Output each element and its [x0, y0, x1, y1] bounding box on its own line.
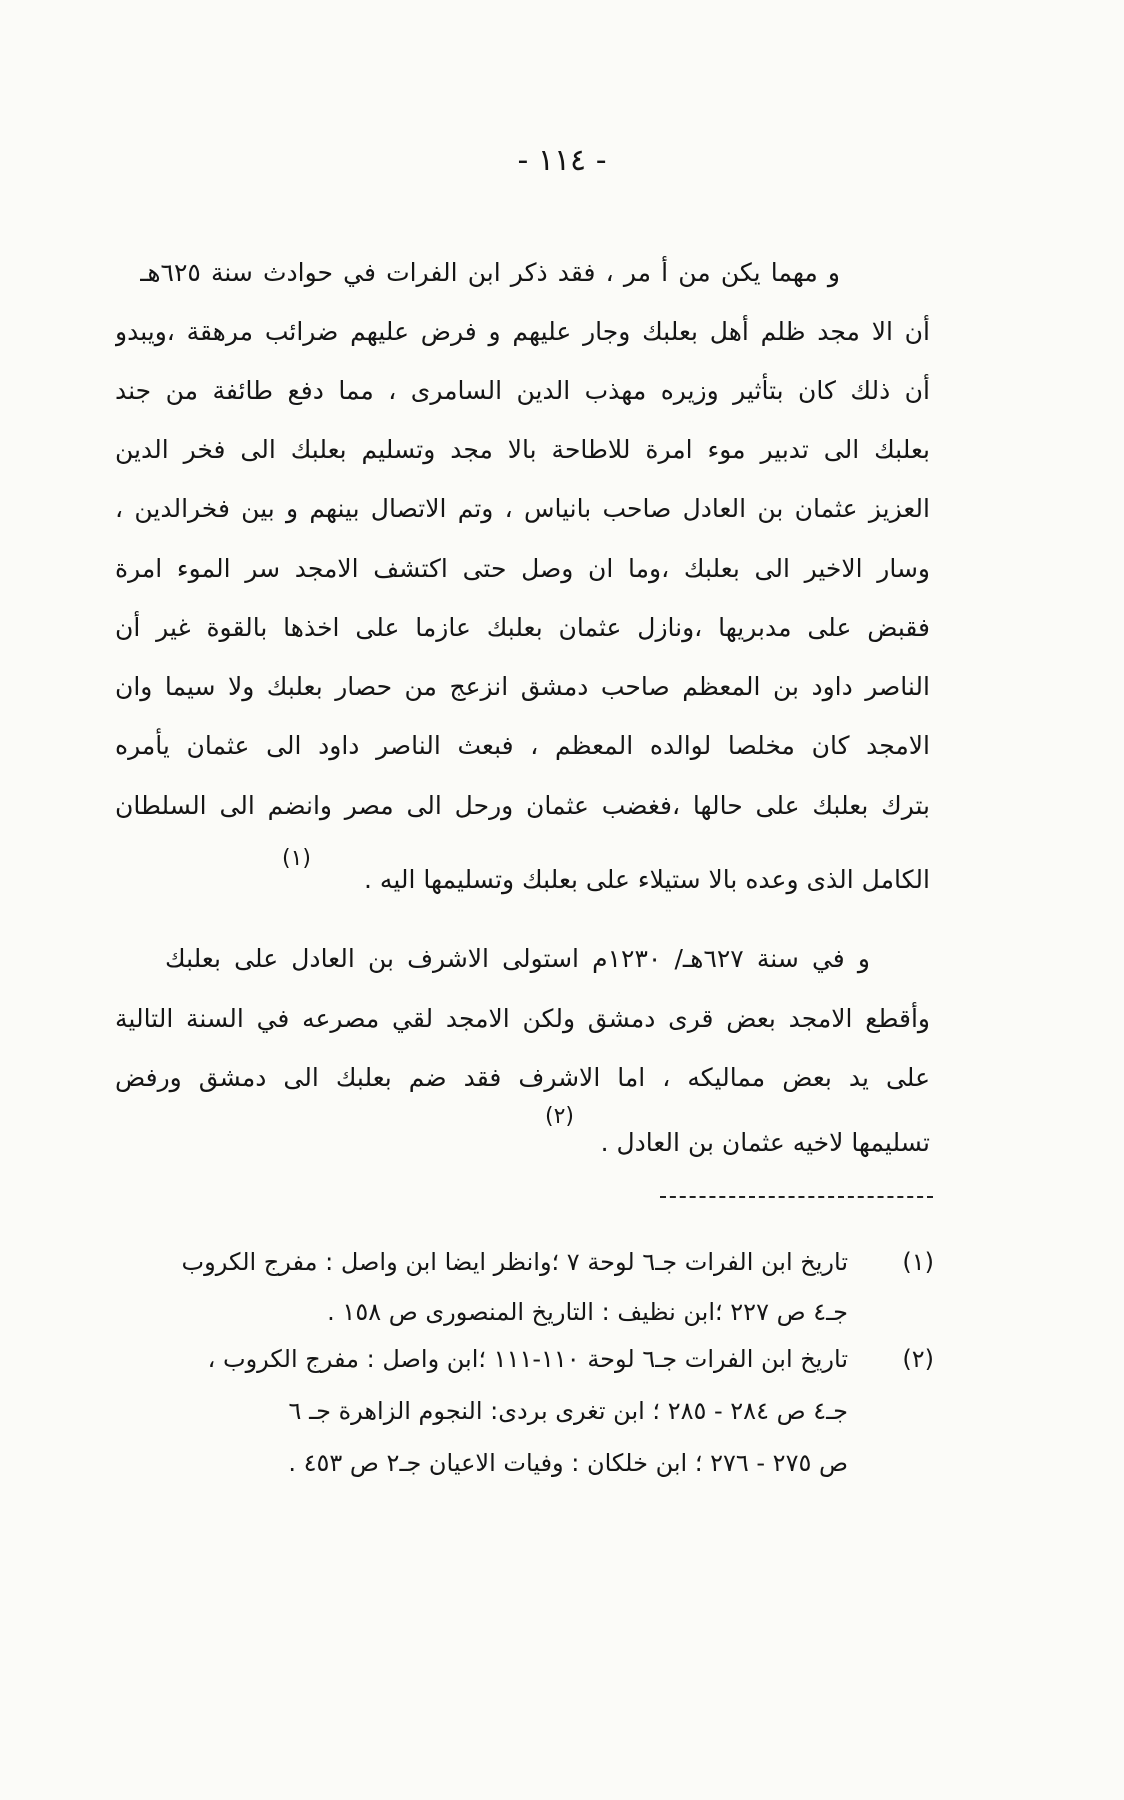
paragraph-2-line-2: وأقطع الامجد بعض قرى دمشق ولكن الامجد لقي مصرعه في السنة التالية [115, 1004, 930, 1033]
paragraph-1-line-3: أن ذلك كان بتأثير وزيره مهذب الدين السامرى ، مما دفع طائفة من جند [115, 376, 930, 405]
paragraph-1-line-5: العزيز عثمان بن العادل صاحب بانياس ، وتم الاتصال بينهم و بين فخرالدين ، [115, 494, 930, 523]
footnote-1-line-1: تاريخ ابن الفرات جـ٦ لوحة ٧ ؛وانظر ايضا ابن واصل : مفرج الكروب [181, 1248, 848, 1276]
footnote-separator [660, 1196, 933, 1198]
footnote-marker-2: (٢) [545, 1104, 575, 1129]
footnote-1-number: (١) [902, 1248, 934, 1276]
footnote-2-line-3: ص ٢٧٥ - ٢٧٦ ؛ ابن خلكان : وفيات الاعيان جـ٢ ص ٤٥٣ . [288, 1449, 848, 1477]
paragraph-2-line-4: تسليمها لاخيه عثمان بن العادل . [600, 1128, 930, 1157]
paragraph-1-line-11: الكامل الذى وعده بالا ستيلاء على بعلبك وتسليمها اليه . [364, 865, 930, 894]
footnote-2-line-2: جـ٤ ص ٢٨٤ - ٢٨٥ ؛ ابن تغرى بردى: النجوم الزاهرة جـ ٦ [288, 1397, 848, 1425]
page-number: - ١١٤ - [517, 143, 607, 178]
paragraph-1-line-2: أن الا مجد ظلم أهل بعلبك وجار عليهم و فرض عليهم ضرائب مرهقة ،ويبدو [115, 317, 930, 346]
footnote-1-line-2: جـ٤ ص ٢٢٧ ؛ابن نظيف : التاريخ المنصورى ص ١٥٨ . [327, 1298, 848, 1326]
paragraph-2-line-3: على يد بعض مماليكه ، اما الاشرف فقد ضم بعلبك الى دمشق ورفض [115, 1063, 930, 1092]
paragraph-2-line-1: و في سنة ٦٢٧هـ/ ١٢٣٠م استولى الاشرف بن العادل على بعلبك [165, 944, 870, 973]
footnote-2-number: (٢) [902, 1345, 934, 1373]
paragraph-1-line-9: الامجد كان مخلصا لوالده المعظم ، فبعث الناصر داود الى عثمان يأمره [115, 731, 930, 760]
footnote-marker-1: (١) [282, 846, 312, 871]
paragraph-1-line-10: بترك بعلبك على حالها ،فغضب عثمان ورحل الى مصر وانضم الى السلطان [115, 791, 930, 820]
paragraph-1-line-7: فقبض على مدبريها ،ونازل عثمان بعلبك عازما على اخذها بالقوة غير أن [115, 613, 930, 642]
paragraph-1-line-8: الناصر داود بن المعظم صاحب دمشق انزعج من حصار بعلبك ولا سيما وان [115, 672, 930, 701]
paragraph-1-line-4: بعلبك الى تدبير موء امرة للاطاحة بالا مجد وتسليم بعلبك الى فخر الدين [115, 435, 930, 464]
footnote-2-line-1: تاريخ ابن الفرات جـ٦ لوحة ١١٠-١١١ ؛ابن واصل : مفرج الكروب ، [207, 1345, 848, 1373]
paragraph-1-line-1: و مهما يكن من أ مر ، فقد ذكر ابن الفرات في حوادث سنة ٦٢٥هـ [140, 258, 840, 287]
paragraph-1-line-6: وسار الاخير الى بعلبك ،وما ان وصل حتى اكتشف الامجد سر الموء امرة [115, 554, 930, 583]
